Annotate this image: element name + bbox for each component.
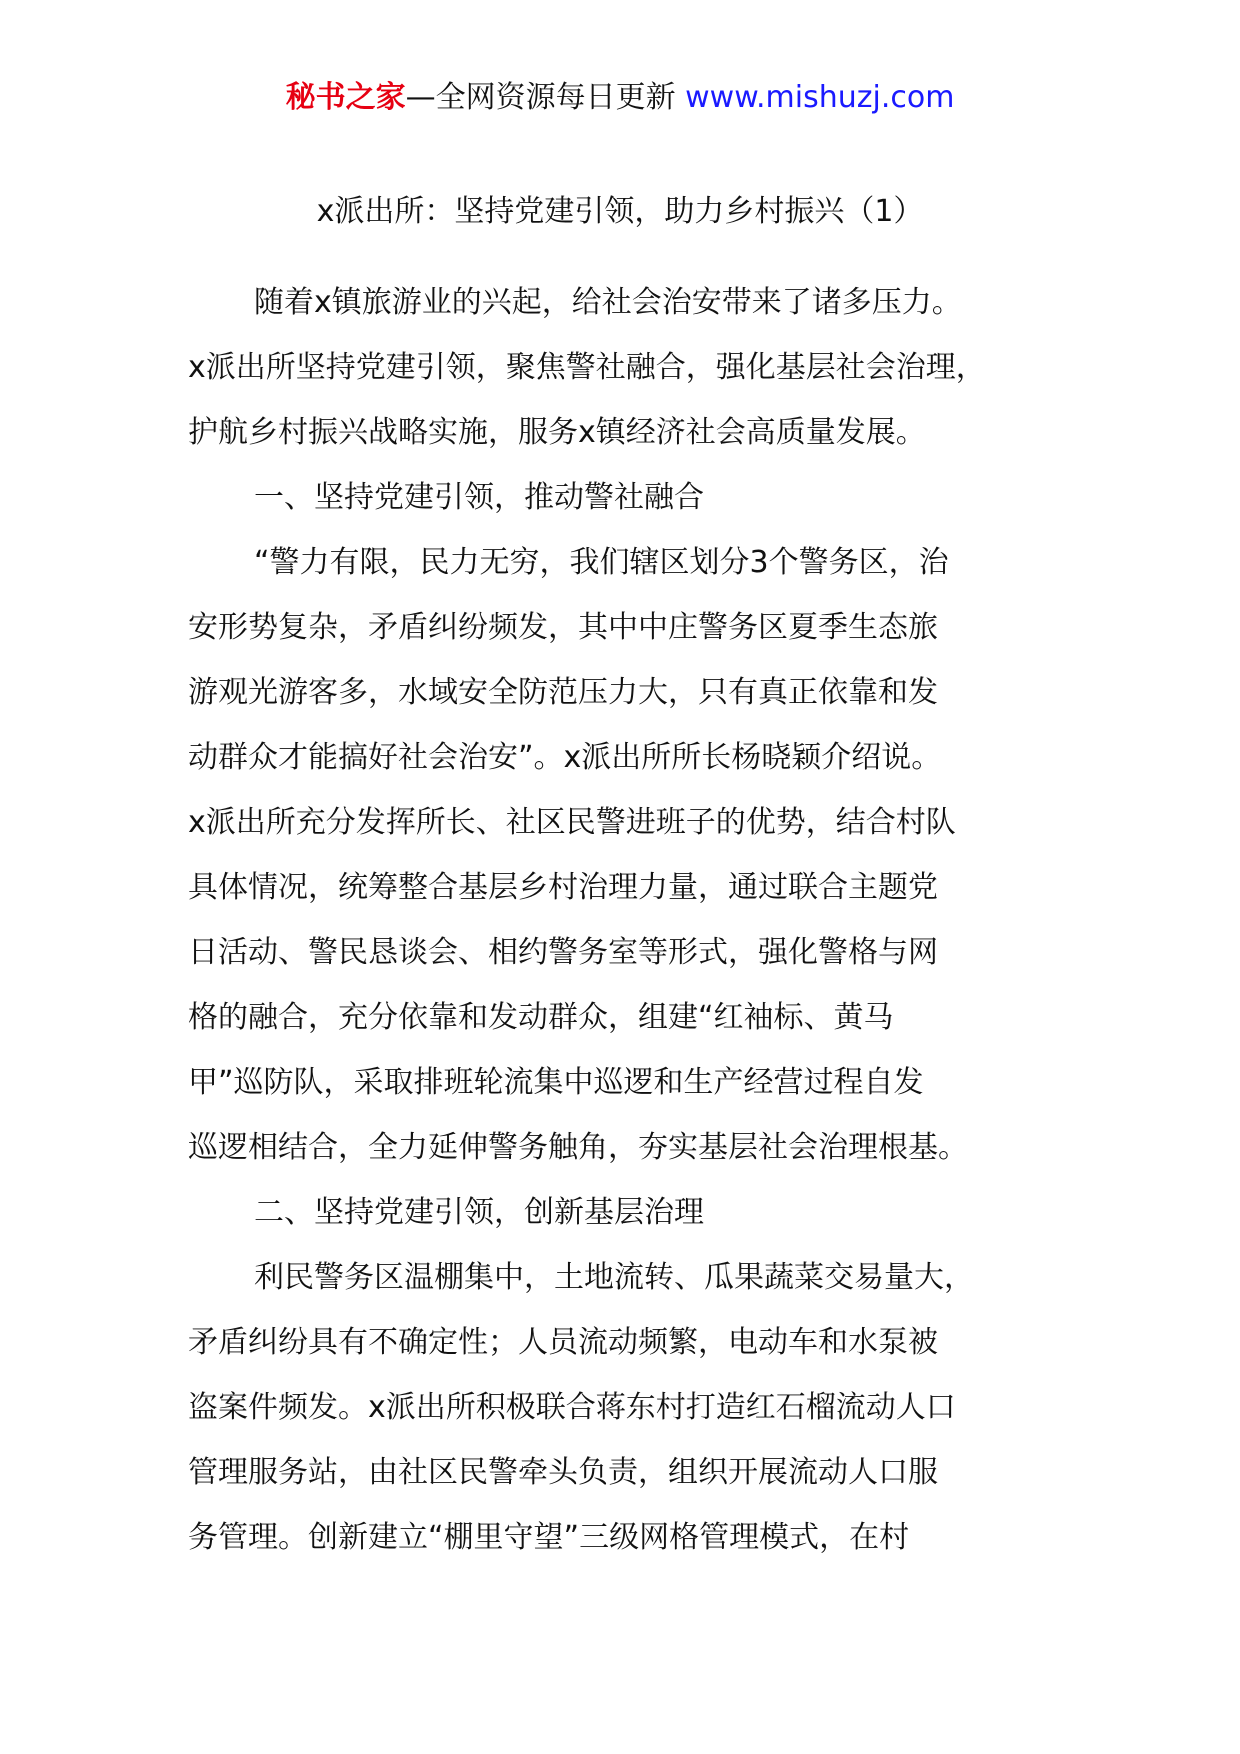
document-title: x派出所：坚持党建引领，助力乡村振兴（1） <box>316 194 924 229</box>
paragraph-line: 格的融合，充分依靠和发动群众，组建“红袖标、黄马 <box>188 1000 894 1035</box>
paragraph-line: 安形势复杂，矛盾纠纷频发，其中中庄警务区夏季生态旅 <box>188 610 938 645</box>
paragraph-line: x派出所坚持党建引领，聚焦警社融合，强化基层社会治理， <box>188 350 986 385</box>
paragraph-line: 日活动、警民恳谈会、相约警务室等形式，强化警格与网 <box>188 935 938 970</box>
paragraph-line: 具体情况，统筹整合基层乡村治理力量，通过联合主题党 <box>188 870 938 905</box>
site-slogan: —全网资源每日更新 <box>405 80 676 115</box>
site-url-link[interactable]: www.mishuzj.com <box>685 80 955 115</box>
paragraph-line: 矛盾纠纷具有不确定性；人员流动频繁，电动车和水泵被 <box>188 1325 938 1360</box>
section-heading: 二、坚持党建引领，创新基层治理 <box>254 1195 704 1230</box>
paragraph-line: 游观光游客多，水域安全防范压力大，只有真正依靠和发 <box>188 675 938 710</box>
paragraph-line: 务管理。创新建立“棚里守望”三级网格管理模式，在村 <box>188 1520 910 1555</box>
paragraph-line: 随着x镇旅游业的兴起，给社会治安带来了诸多压力。 <box>254 285 962 320</box>
paragraph-line: 管理服务站，由社区民警牵头负责，组织开展流动人口服 <box>188 1455 938 1490</box>
paragraph-line: 盗案件频发。x派出所积极联合蒋东村打造红石榴流动人口 <box>188 1390 956 1425</box>
site-brand: 秘书之家 <box>285 80 406 115</box>
paragraph-line: x派出所充分发挥所长、社区民警进班子的优势，结合村队 <box>188 805 956 840</box>
paragraph-line: 利民警务区温棚集中，土地流转、瓜果蔬菜交易量大， <box>254 1260 974 1295</box>
paragraph-line: “警力有限，民力无穷，我们辖区划分3个警务区，治 <box>254 545 949 580</box>
paragraph-line: 甲”巡防队，采取排班轮流集中巡逻和生产经营过程自发 <box>188 1065 924 1100</box>
paragraph-line: 护航乡村振兴战略实施，服务x镇经济社会高质量发展。 <box>188 415 926 450</box>
paragraph-line: 动群众才能搞好社会治安”。x派出所所长杨晓颖介绍说。 <box>188 740 942 775</box>
paragraph-line: 巡逻相结合，全力延伸警务触角，夯实基层社会治理根基。 <box>188 1130 968 1165</box>
section-heading: 一、坚持党建引领，推动警社融合 <box>254 480 704 515</box>
document-body <box>188 270 1088 1570</box>
site-header <box>0 78 1240 118</box>
